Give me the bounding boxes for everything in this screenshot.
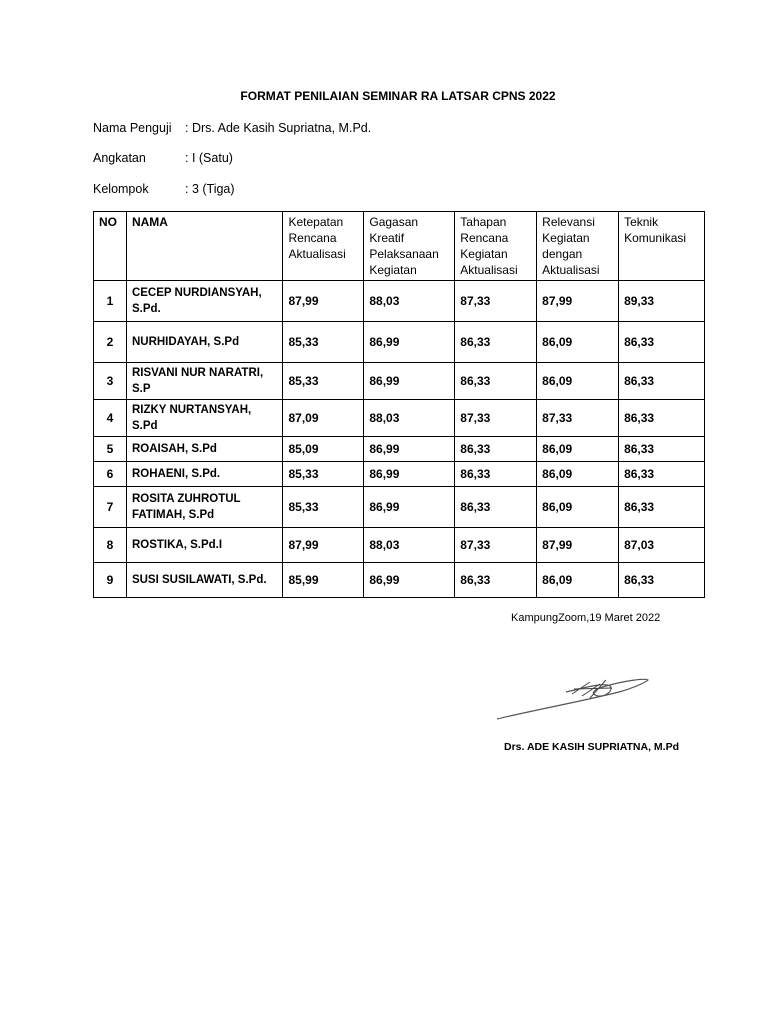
cell-score: 86,33 xyxy=(455,462,537,487)
cell-score: 87,03 xyxy=(619,528,705,563)
cell-score: 86,33 xyxy=(455,487,537,528)
cell-no: 2 xyxy=(94,322,127,363)
cell-score: 85,33 xyxy=(283,363,364,400)
header-ketepatan: Ketepatan Rencana Aktualisasi xyxy=(283,212,364,281)
table-row xyxy=(94,563,705,598)
cell-nama: ROSITA ZUHROTUL FATIMAH, S.Pd xyxy=(126,487,283,528)
meta-penguji xyxy=(93,121,371,135)
cell-nama: SUSI SUSILAWATI, S.Pd. xyxy=(126,563,283,598)
cell-score: 87,33 xyxy=(455,281,537,322)
cell-score: 86,09 xyxy=(537,563,619,598)
meta-kelompok xyxy=(93,182,235,196)
cell-score: 87,33 xyxy=(455,528,537,563)
kelompok-value: : 3 (Tiga) xyxy=(185,182,235,196)
cell-score: 86,09 xyxy=(537,437,619,462)
handwritten-signature xyxy=(494,672,654,724)
document-title: FORMAT PENILAIAN SEMINAR RA LATSAR CPNS 2022 xyxy=(240,89,556,103)
penguji-value: : Drs. Ade Kasih Supriatna, M.Pd. xyxy=(185,121,372,135)
angkatan-label: Angkatan xyxy=(93,151,146,165)
cell-score: 86,99 xyxy=(364,487,455,528)
cell-nama: RIZKY NURTANSYAH, S.Pd xyxy=(126,400,283,437)
cell-no: 9 xyxy=(94,563,127,598)
cell-score: 87,33 xyxy=(455,400,537,437)
cell-score: 89,33 xyxy=(619,281,705,322)
header-no: NO xyxy=(94,212,127,281)
cell-nama: NURHIDAYAH, S.Pd xyxy=(126,322,283,363)
cell-score: 87,99 xyxy=(537,528,619,563)
cell-score: 86,99 xyxy=(364,322,455,363)
table-row xyxy=(94,322,705,363)
cell-score: 85,99 xyxy=(283,563,364,598)
cell-no: 7 xyxy=(94,487,127,528)
cell-score: 86,09 xyxy=(537,363,619,400)
cell-score: 86,33 xyxy=(619,437,705,462)
cell-score: 85,33 xyxy=(283,462,364,487)
cell-score: 86,99 xyxy=(364,462,455,487)
place-date: KampungZoom,19 Maret 2022 xyxy=(511,612,661,624)
cell-score: 86,33 xyxy=(619,563,705,598)
cell-score: 86,33 xyxy=(619,487,705,528)
cell-score: 86,33 xyxy=(455,437,537,462)
cell-score: 85,33 xyxy=(283,322,364,363)
cell-score: 85,09 xyxy=(283,437,364,462)
cell-no: 4 xyxy=(94,400,127,437)
score-table xyxy=(93,211,705,598)
angkatan-value: : I (Satu) xyxy=(185,151,233,165)
cell-no: 8 xyxy=(94,528,127,563)
cell-score: 88,03 xyxy=(364,400,455,437)
table-row xyxy=(94,400,705,437)
cell-nama: ROHAENI, S.Pd. xyxy=(126,462,283,487)
table-row xyxy=(94,528,705,563)
header-nama: NAMA xyxy=(126,212,283,281)
cell-nama: CECEP NURDIANSYAH, S.Pd. xyxy=(126,281,283,322)
table-row xyxy=(94,437,705,462)
meta-angkatan xyxy=(93,151,233,165)
cell-score: 86,33 xyxy=(455,363,537,400)
cell-score: 86,99 xyxy=(364,437,455,462)
cell-score: 85,33 xyxy=(283,487,364,528)
cell-score: 87,99 xyxy=(283,281,364,322)
cell-nama: RISVANI NUR NARATRI, S.P xyxy=(126,363,283,400)
cell-no: 3 xyxy=(94,363,127,400)
cell-score: 86,33 xyxy=(619,462,705,487)
cell-score: 88,03 xyxy=(364,528,455,563)
cell-score: 86,33 xyxy=(619,400,705,437)
penguji-label: Nama Penguji xyxy=(93,121,172,135)
header-tahapan: Tahapan Rencana Kegiatan Aktualisasi xyxy=(455,212,537,281)
header-gagasan: Gagasan Kreatif Pelaksanaan Kegiatan xyxy=(364,212,455,281)
cell-score: 86,99 xyxy=(364,363,455,400)
cell-nama: ROAISAH, S.Pd xyxy=(126,437,283,462)
cell-score: 86,33 xyxy=(619,363,705,400)
cell-score: 86,33 xyxy=(619,322,705,363)
cell-score: 87,99 xyxy=(283,528,364,563)
cell-score: 87,33 xyxy=(537,400,619,437)
cell-nama: ROSTIKA, S.Pd.I xyxy=(126,528,283,563)
header-relevansi: Relevansi Kegiatan dengan Aktualisasi xyxy=(537,212,619,281)
cell-score: 87,09 xyxy=(283,400,364,437)
table-row xyxy=(94,363,705,400)
cell-no: 1 xyxy=(94,281,127,322)
cell-no: 6 xyxy=(94,462,127,487)
cell-score: 86,33 xyxy=(455,322,537,363)
cell-score: 86,33 xyxy=(455,563,537,598)
table-row xyxy=(94,281,705,322)
cell-score: 86,09 xyxy=(537,462,619,487)
table-row xyxy=(94,462,705,487)
kelompok-label: Kelompok xyxy=(93,182,149,196)
cell-score: 86,09 xyxy=(537,322,619,363)
cell-score: 86,09 xyxy=(537,487,619,528)
signer-name: Drs. ADE KASIH SUPRIATNA, M.Pd xyxy=(504,741,680,753)
table-row xyxy=(94,487,705,528)
header-teknik: Teknik Komunikasi xyxy=(619,212,705,281)
cell-no: 5 xyxy=(94,437,127,462)
cell-score: 88,03 xyxy=(364,281,455,322)
table-header-row xyxy=(94,212,705,281)
cell-score: 86,99 xyxy=(364,563,455,598)
cell-score: 87,99 xyxy=(537,281,619,322)
